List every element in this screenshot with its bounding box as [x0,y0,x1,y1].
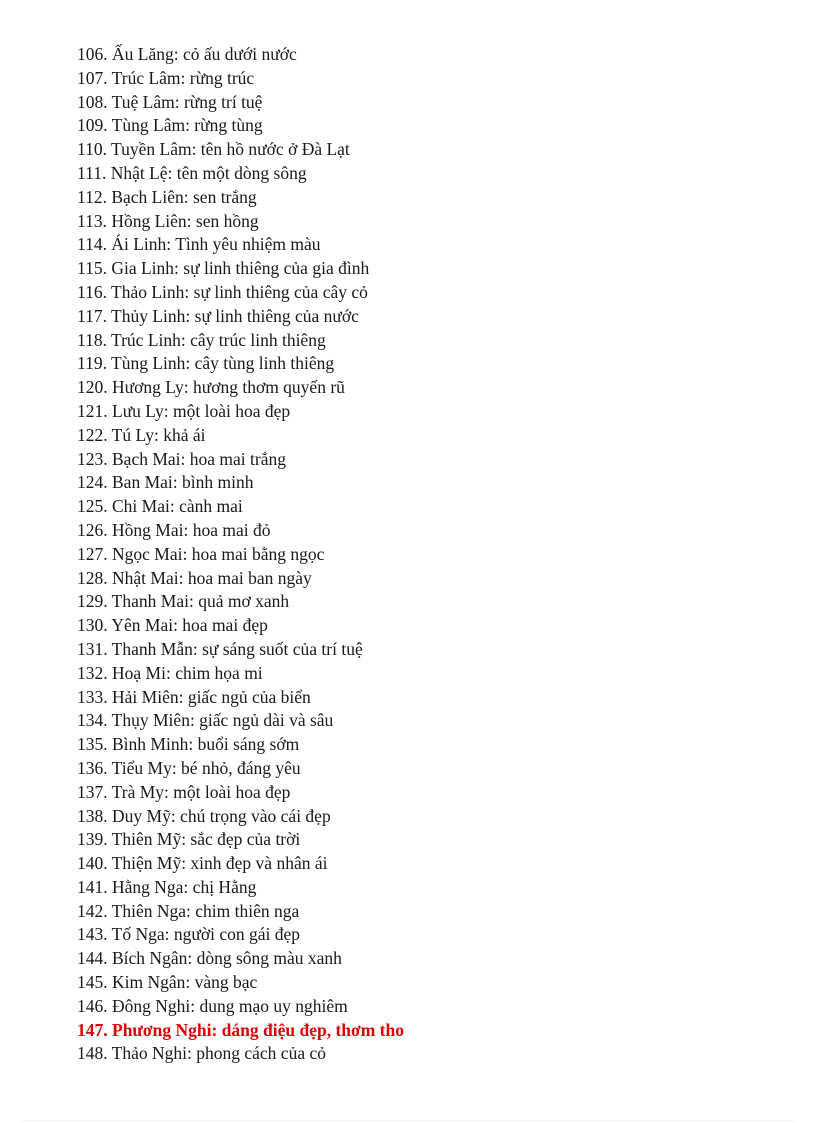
list-item: 129. Thanh Mai: quả mơ xanh [77,591,290,612]
list-item: 106. Ấu Lăng: cỏ ấu dưới nước [77,44,297,64]
list-item: 138. Duy Mỹ: chú trọng vào cái đẹp [77,805,331,826]
list-item: 116. Thảo Linh: sự linh thiêng của cây cỏ [77,281,368,302]
list-item: 126. Hồng Mai: hoa mai đỏ [77,519,271,540]
list-item: 115. Gia Linh: sự linh thiêng của gia đình [77,258,370,279]
list-item: 124. Ban Mai: bình minh [77,472,254,493]
list-item: 141. Hằng Nga: chị Hằng [77,876,257,897]
list-item: 131. Thanh Mẫn: sự sáng suốt của trí tuệ [77,638,363,659]
list-item: 118. Trúc Linh: cây trúc linh thiêng [77,329,326,350]
list-item-highlighted: 147. Phương Nghi: dáng điệu đẹp, thơm tho [77,1019,404,1040]
list-item: 121. Lưu Ly: một loài hoa đẹp [77,400,291,421]
list-item: 114. Ái Linh: Tình yêu nhiệm màu [77,234,321,255]
list-item: 134. Thụy Miên: giấc ngủ dài và sâu [77,710,334,731]
list-item: 144. Bích Ngân: dòng sông màu xanh [77,948,342,969]
list-item: 128. Nhật Mai: hoa mai ban ngày [77,567,312,588]
list-item: 142. Thiên Nga: chim thiên nga [77,900,300,921]
list-item: 140. Thiện Mỹ: xinh đẹp và nhân ái [77,853,328,874]
list-item: 123. Bạch Mai: hoa mai trắng [77,448,286,469]
list-item: 135. Bình Minh: buổi sáng sớm [77,734,300,755]
list-item: 130. Yên Mai: hoa mai đẹp [77,615,268,636]
list-item: 143. Tố Nga: người con gái đẹp [77,924,301,945]
list-item: 109. Tùng Lâm: rừng tùng [77,115,263,136]
page-bottom-divider [22,1120,794,1121]
list-item: 113. Hồng Liên: sen hồng [77,210,259,231]
list-item: 125. Chi Mai: cành mai [77,496,243,517]
list-item: 146. Đông Nghi: dung mạo uy nghiêm [77,995,348,1016]
list-item: 145. Kim Ngân: vàng bạc [77,972,258,993]
list-item: 137. Trà My: một loài hoa đẹp [77,781,291,802]
list-item: 111. Nhật Lệ: tên một dòng sông [77,162,307,183]
list-item: 139. Thiên Mỹ: sắc đẹp của trời [77,829,301,850]
list-item: 133. Hải Miên: giấc ngủ của biển [77,686,311,707]
list-item: 117. Thủy Linh: sự linh thiêng của nước [77,305,359,326]
list-item: 120. Hương Ly: hương thơm quyến rũ [77,377,345,398]
name-meaning-list [77,43,404,1066]
list-item: 119. Tùng Linh: cây tùng linh thiêng [77,353,335,374]
list-item: 127. Ngọc Mai: hoa mai bằng ngọc [77,543,325,564]
list-item: 122. Tú Ly: khả ái [77,424,206,445]
list-item: 132. Hoạ Mi: chim họa mi [77,662,263,683]
list-item: 136. Tiểu My: bé nhỏ, đáng yêu [77,757,301,778]
list-item: 107. Trúc Lâm: rừng trúc [77,67,255,88]
list-item: 148. Thảo Nghi: phong cách của cỏ [77,1043,326,1064]
list-item: 108. Tuệ Lâm: rừng trí tuệ [77,91,263,112]
list-item: 112. Bạch Liên: sen trắng [77,186,257,207]
list-item: 110. Tuyền Lâm: tên hồ nước ở Đà Lạt [77,139,350,160]
